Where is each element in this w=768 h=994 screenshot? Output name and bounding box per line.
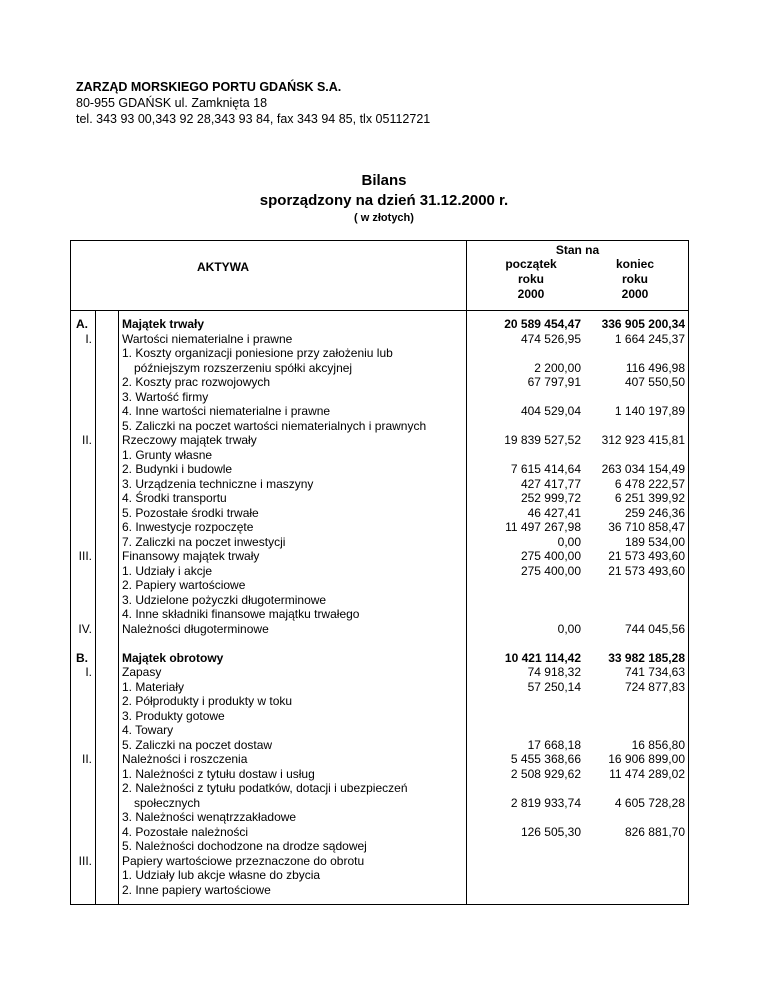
value-end: 16 906 899,00 (608, 752, 685, 766)
row-label: 3. Należności wenątrzzakładowe (122, 810, 297, 824)
value-end: 744 045,56 (624, 621, 685, 636)
table-row (0, 361, 768, 376)
value-end: 724 877,83 (624, 679, 685, 694)
value-end: 21 573 493,60 (608, 549, 685, 563)
row-label: 4. Pozostałe należności (122, 824, 249, 839)
value-start: 74 918,32 (527, 665, 581, 679)
value-end: 33 982 185,28 (608, 650, 685, 665)
value-start: 2 200,00 (534, 360, 581, 375)
table-row (0, 477, 768, 492)
table-row (0, 448, 768, 463)
value-start: 10 421 114,42 (504, 650, 581, 665)
table-row (0, 549, 768, 564)
value-start: 11 497 267,98 (505, 520, 581, 534)
value-start: 275 400,00 (520, 549, 581, 563)
row-label: 1. Koszty organizacji poniesione przy założeniu lub (122, 346, 393, 360)
value-start: 19 839 527,52 (504, 433, 581, 447)
table-row (0, 506, 768, 521)
value-end: 21 573 493,60 (608, 563, 685, 578)
value-end: 1 140 197,89 (614, 404, 685, 418)
section-letter: B. (76, 650, 88, 665)
row-label: Należności długoterminowe (122, 621, 269, 636)
table-row (0, 810, 768, 825)
table-row (0, 868, 768, 883)
row-label: 2. Inne papiery wartościowe (122, 882, 271, 897)
row-label: Zapasy (122, 665, 162, 679)
header-divider (70, 310, 689, 311)
table-row (0, 564, 768, 579)
value-end: 312 923 415,81 (601, 433, 685, 447)
row-label: 1. Udziały lub akcje własne do zbycia (122, 868, 321, 882)
company-contact: tel. 343 93 00,343 92 28,343 93 84, fax 343 94 85, tlx 05112721 (76, 112, 431, 126)
row-label: 5. Należności dochodzone na drodze sądowej (122, 839, 367, 853)
roman-numeral: II. (81, 433, 92, 447)
row-label: 5. Pozostałe środki trwałe (122, 505, 259, 520)
roman-numeral: I. (85, 665, 92, 679)
row-label: Należności i roszczenia (122, 752, 248, 766)
row-label: 4. Inne wartości niematerialne i prawne (122, 404, 331, 418)
row-label: 1. Materiały (122, 679, 185, 694)
row-label: 2. Budynki i budowle (122, 462, 233, 476)
table-row (0, 738, 768, 753)
value-start: 20 589 454,47 (504, 317, 581, 331)
value-end: 826 881,70 (624, 824, 685, 839)
value-start: 2 508 929,62 (510, 766, 581, 781)
company-name: ZARZĄD MORSKIEGO PORTU GDAŃSK S.A. (76, 80, 342, 94)
value-start: 474 526,95 (520, 331, 581, 346)
value-start: 0,00 (557, 534, 581, 549)
table-row (0, 375, 768, 390)
table-row (0, 680, 768, 695)
value-end: 189 534,00 (624, 534, 685, 549)
value-start: 252 999,72 (520, 491, 581, 505)
value-end: 259 246,36 (624, 505, 685, 520)
roman-numeral: III. (78, 549, 92, 563)
row-label: Rzeczowy majątek trwały (122, 433, 257, 447)
roman-numeral: IV. (78, 621, 92, 636)
table-row (0, 433, 768, 448)
value-end: 6 251 399,92 (614, 491, 685, 505)
row-label: 3. Urządzenia techniczne i maszyny (122, 476, 314, 491)
value-start: 126 505,30 (520, 824, 581, 839)
table-row (0, 390, 768, 405)
table-row (0, 723, 768, 738)
row-label: Finansowy majątek trwały (122, 549, 260, 563)
table-row (0, 593, 768, 608)
value-start: 57 250,14 (527, 679, 581, 694)
row-label: 3. Udzielone pożyczki długoterminowe (122, 592, 327, 607)
value-end: 741 734,63 (624, 665, 685, 679)
row-label: 6. Inwestycje rozpoczęte (122, 520, 254, 534)
value-start: 275 400,00 (520, 563, 581, 578)
table-row (0, 651, 768, 666)
table-row (0, 578, 768, 593)
table-row (0, 462, 768, 477)
value-end: 6 478 222,57 (614, 476, 685, 491)
value-start: 17 668,18 (527, 737, 581, 752)
value-start: 5 455 368,66 (510, 752, 581, 766)
row-label: 4. Towary (122, 723, 174, 737)
roman-numeral: II. (81, 752, 92, 766)
row-label: 5. Zaliczki na poczet wartości niematerialnych i prawnych (122, 418, 427, 433)
table-row (0, 665, 768, 680)
value-end: 263 034 154,49 (601, 462, 685, 476)
row-label: 3. Produkty gotowe (122, 708, 225, 723)
table-row (0, 825, 768, 840)
value-end: 36 710 858,47 (608, 520, 685, 534)
table-row (0, 781, 768, 796)
value-start: 404 529,04 (520, 404, 581, 418)
row-label: Wartości niematerialne i prawne (122, 331, 293, 346)
row-label: 1. Udziały i akcje (122, 563, 213, 578)
row-label: 2. Półprodukty i produkty w toku (122, 694, 293, 708)
stan-na-header: Stan na (555, 243, 600, 257)
table-row (0, 752, 768, 767)
row-label: 2. Należności z tytułu podatków, dotacji i ubezpieczeń (122, 781, 408, 795)
table-row (0, 622, 768, 637)
table-row (0, 796, 768, 811)
table-row (0, 520, 768, 535)
row-label: społecznych (134, 795, 201, 810)
table-row (0, 767, 768, 782)
table-row (0, 332, 768, 347)
table-row (0, 694, 768, 709)
row-label: 7. Zaliczki na poczet inwestycji (122, 534, 286, 549)
value-start: 67 797,91 (527, 375, 581, 389)
value-end: 1 664 245,37 (614, 331, 685, 346)
row-label: 2. Papiery wartościowe (122, 578, 246, 592)
value-end: 11 474 289,02 (609, 766, 685, 781)
value-start: 0,00 (557, 621, 581, 636)
col-end-header: koniec roku 2000 (615, 257, 654, 301)
roman-numeral: III. (78, 853, 92, 868)
table-row (0, 317, 768, 332)
value-end: 407 550,50 (624, 375, 685, 389)
row-label: Majątek obrotowy (122, 650, 224, 665)
table-row (0, 839, 768, 854)
row-label: 5. Zaliczki na poczet dostaw (122, 737, 273, 752)
value-start: 46 427,41 (527, 505, 581, 520)
value-end: 116 496,98 (625, 360, 685, 375)
value-end: 4 605 728,28 (614, 795, 685, 810)
table-row (0, 346, 768, 361)
row-label: 4. Środki transportu (122, 491, 227, 505)
row-label: Majątek trwały (122, 317, 205, 331)
table-row (0, 854, 768, 869)
value-start: 427 417,77 (520, 476, 581, 491)
row-label: 2. Koszty prac rozwojowych (122, 375, 271, 389)
currency-unit: ( w złotych) (354, 212, 414, 224)
table-row (0, 404, 768, 419)
table-row (0, 491, 768, 506)
value-start: 2 819 933,74 (510, 795, 581, 810)
table-row (0, 419, 768, 434)
value-end: 16 856,80 (631, 737, 685, 752)
row-label: 1. Grunty własne (122, 447, 213, 462)
value-start: 7 615 414,64 (510, 462, 581, 476)
aktywa-header: AKTYWA (197, 260, 249, 274)
section-letter: A. (76, 317, 88, 331)
table-row (0, 535, 768, 550)
row-label: 3. Wartość firmy (122, 389, 209, 404)
value-end: 336 905 200,34 (601, 317, 685, 331)
row-label: późniejszym rozszerzeniu spółki akcyjnej (134, 360, 353, 375)
document-subtitle: sporządzony na dzień 31.12.2000 r. (259, 192, 509, 209)
roman-numeral: I. (85, 331, 92, 346)
table-row (0, 709, 768, 724)
company-address: 80-955 GDAŃSK ul. Zamknięta 18 (76, 96, 268, 110)
table-row (0, 883, 768, 898)
row-label: 4. Inne składniki finansowe majątku trwałego (122, 607, 360, 621)
row-label: Papiery wartościowe przeznaczone do obrotu (122, 853, 365, 868)
table-row (0, 607, 768, 622)
col-start-header: początek roku 2000 (505, 257, 557, 301)
row-label: 1. Należności z tytułu dostaw i usług (122, 766, 315, 781)
document-title: Bilans (361, 172, 407, 189)
